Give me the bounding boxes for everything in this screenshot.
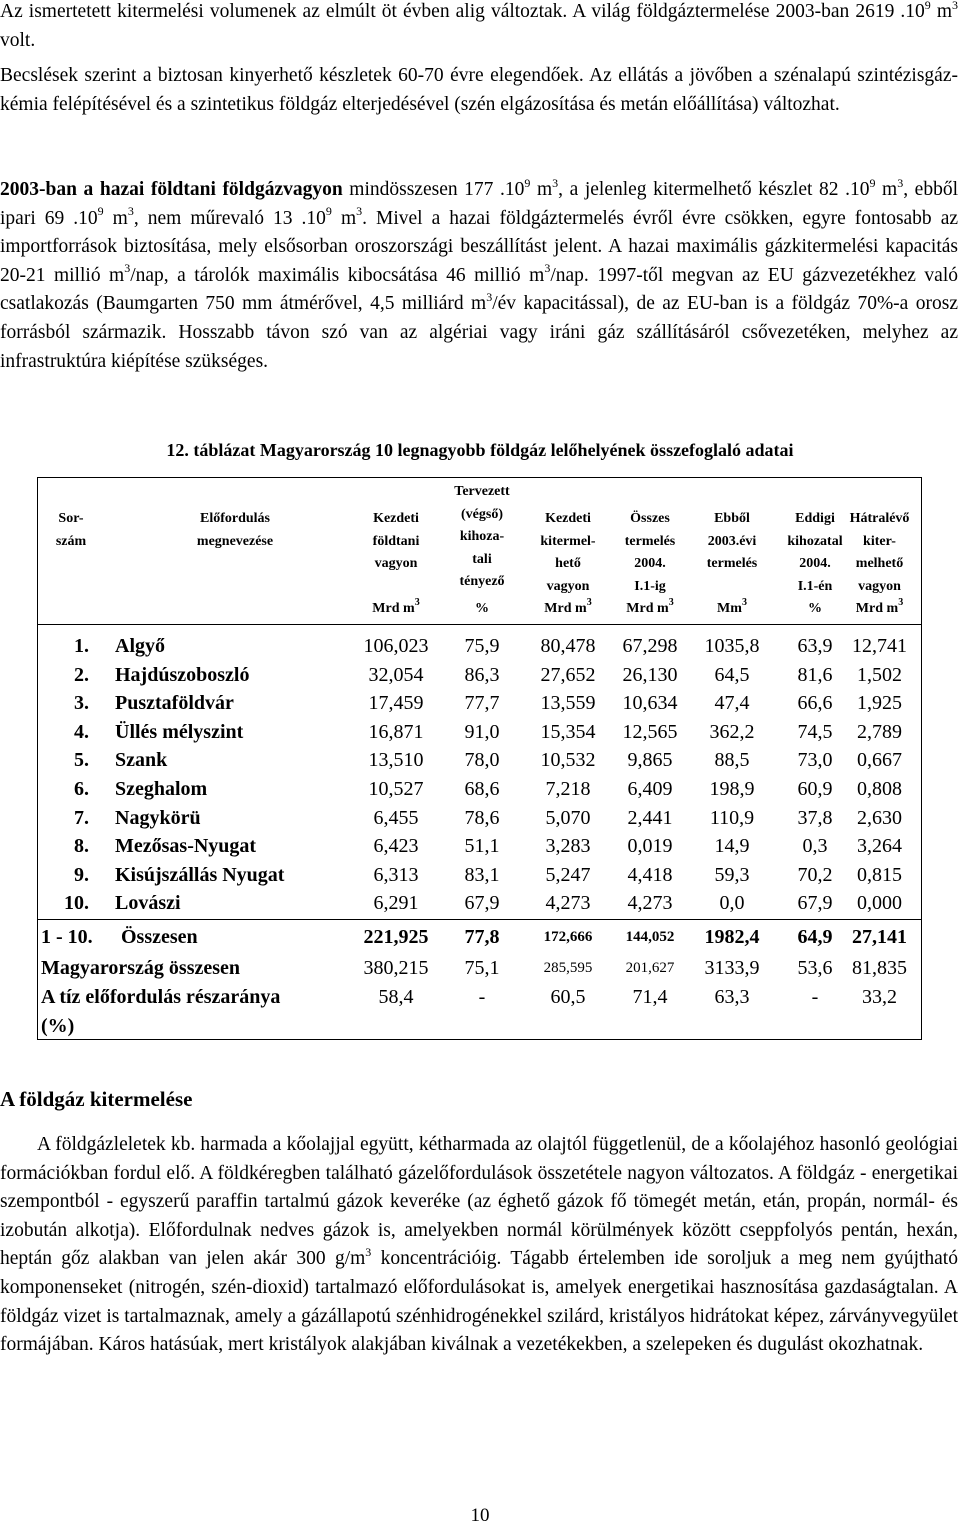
- table-cell: 6,291: [373, 892, 419, 915]
- table-cell: 17,459: [368, 692, 424, 715]
- header-sorszam: Sor- szám: [55, 511, 87, 549]
- field-name: Algyő: [115, 635, 165, 657]
- table-cell: 12,741: [852, 635, 907, 657]
- row-number: 5.: [74, 749, 89, 772]
- table-cell: 27,652: [540, 663, 596, 686]
- row-number: 9.: [74, 863, 89, 886]
- table-cell: 83,1: [464, 863, 500, 886]
- total-cell: 144,052: [625, 929, 675, 945]
- table-cell: 88,5: [714, 749, 750, 772]
- unit-label: Mrd $m^3$: [626, 597, 674, 616]
- table-cell: 106,023: [363, 635, 429, 657]
- unit-label: Mrd $m^3$: [544, 597, 592, 616]
- hungary-cell: 75,1: [464, 957, 500, 979]
- header-elofordulas: Előfordulás megnevezése: [196, 511, 274, 549]
- field-name: Üllés mélyszint: [115, 720, 244, 743]
- row-number: 1.: [74, 635, 89, 657]
- total-cell: 77,8: [464, 926, 500, 948]
- hungary-cell: 201,627: [625, 960, 675, 976]
- table-cell: 16,871: [368, 720, 424, 743]
- share-label: A tíz előfordulás részaránya: [41, 986, 281, 1008]
- field-name: Kisújszállás Nyugat: [115, 863, 285, 886]
- row-number: 4.: [74, 720, 89, 743]
- table-cell: 10,527: [368, 778, 424, 800]
- table-cell: 0,000: [857, 892, 902, 915]
- table-cell: 74,5: [797, 720, 833, 743]
- total-row-number: 1 - 10.: [41, 926, 93, 948]
- table-cell: 198,9: [709, 778, 755, 800]
- hungary-cell: 81,835: [852, 957, 907, 979]
- table-cell: 13,510: [368, 749, 424, 772]
- page-number: 10: [470, 1505, 490, 1526]
- table-cell: 14,9: [714, 835, 750, 858]
- field-name: Pusztaföldvár: [115, 692, 234, 715]
- table-cell: 2,441: [627, 806, 673, 829]
- table-cell: 110,9: [709, 806, 755, 829]
- table-cell: 0,667: [857, 749, 902, 772]
- table-cell: 91,0: [464, 720, 500, 743]
- unit-label: Mm$^3$: [717, 597, 747, 616]
- hungary-cell: 285,595: [543, 960, 593, 976]
- table-cell: 12,565: [622, 720, 678, 743]
- hungary-total-label: Magyarország összesen: [41, 957, 241, 979]
- table-cell: 15,354: [540, 720, 596, 743]
- table-cell: 63,9: [797, 635, 833, 657]
- table-cell: 3,264: [857, 835, 902, 858]
- table-cell: 78,6: [464, 806, 500, 829]
- table-cell: 32,054: [368, 663, 424, 686]
- header-kezdeti-foldtani: Kezdeti földtani vagyon: [372, 511, 420, 571]
- share-cell: 58,4: [378, 986, 414, 1008]
- table-cell: 67,9: [464, 892, 500, 915]
- header-tervezett: Tervezett (végső) kihoza- tali tényező: [454, 484, 510, 589]
- table-cell: 1,925: [857, 692, 902, 715]
- unit-label: Mrd $m^3$: [372, 597, 420, 616]
- table-cell: 5,070: [545, 806, 591, 829]
- row-number: 2.: [74, 663, 89, 686]
- total-cell: 1982,4: [704, 926, 760, 948]
- table-cell: 73,0: [797, 749, 833, 772]
- table-cell: 26,130: [622, 663, 678, 686]
- section-paragraph: A földgázleletek kb. harmada a kőolajjal együtt, kétharmada az olajtól függetlenül, de a kőolajéhoz hasonló geológiai formációkban fordul elő. A földkéregben található gázelőfordulások összetétele nagyon változatos. A földgáz - energetikai szempontból - egyszerű paraffin tartalmú gázok keveréke (az éghető gázok fő tömegét metán, etán, propán, normál- és izobután alkotja). Előfordulnak nedves gázok is, amelyekben normál körülmények között cseppfolyós pentán, hexán, heptán gőz alakban van jelen akár 300 $g/m^3$ koncentrációig. Tágabb értelemben ide soroljuk a meg nem gyújtható komponenseket (nitrogén, szén-dioxid) tartalmazó előfordulásokat is, amelyek energetikai hasznosítása gazdaságtalan. A földgáz vizet is tartalmaznak, amely a gázállapotú szénhidrogénekkel szilárd, kristályos hidrátokat képez, zárványvegyület formájában. Káros hatásúak, mert kristályok alakjában kiválnak a vezetékekben, a szelepeken és dugulást okozhatnak.: [0, 1134, 958, 1356]
- header-divider: [37, 624, 922, 625]
- table-cell: 6,455: [373, 806, 419, 829]
- header-eddigi: Eddigi kihozatal 2004. I.1-én: [787, 511, 843, 594]
- table-cell: 51,1: [464, 835, 500, 858]
- table-cell: 67,9: [797, 892, 833, 915]
- table-cell: 86,3: [464, 663, 500, 686]
- table-cell: 66,6: [797, 692, 833, 715]
- table-cell: 0,815: [857, 863, 902, 886]
- field-name: Szank: [115, 749, 168, 772]
- table-cell: 13,559: [540, 692, 596, 715]
- table-cell: 0,808: [857, 778, 902, 800]
- share-cell: 33,2: [862, 986, 897, 1008]
- total-cell: 172,666: [543, 929, 593, 945]
- row-number: 8.: [74, 835, 89, 858]
- table-cell: 47,4: [714, 692, 750, 715]
- share-cell: 71,4: [632, 986, 668, 1008]
- hungary-cell: 53,6: [797, 957, 833, 979]
- paragraph-2: Becslések szerint a biztosan kinyerhető készletek 60-70 évre elegendőek. Az ellátás a jövőben a szénalapú szintézisgáz-kémia felépítésével és a szintetikus földgáz elterjedésével (szén elgázosítása és metán előállítása) változhat.: [0, 65, 958, 115]
- table-cell: 6,313: [373, 863, 419, 886]
- hungary-cell: 3133,9: [704, 957, 760, 979]
- table-cell: 2,630: [857, 806, 902, 829]
- share-unit: (%): [41, 1015, 75, 1037]
- share-cell: 60,5: [550, 986, 586, 1008]
- table-caption: 12. táblázat Magyarország 10 legnagyobb földgáz lelőhelyének összefoglaló adatai: [166, 440, 794, 460]
- table-cell: 0,019: [627, 835, 673, 858]
- table-cell: 10,532: [540, 749, 596, 772]
- table-cell: 5,247: [545, 863, 591, 886]
- table-cell: 81,6: [797, 663, 833, 686]
- row-number: 3.: [74, 692, 89, 715]
- gas-fields-table: [37, 477, 922, 1040]
- paragraph-1: Az ismertetett kitermelési volumenek az elmúlt öt évben alig változtak. A világ földgáztermelése 2003-ban 2619 $.10^9$ $m^3$ volt.: [0, 0, 958, 51]
- unit-label: Mrd $m^3$: [855, 597, 904, 616]
- table-cell: 362,2: [709, 720, 755, 743]
- field-name: Mezősas-Nyugat: [115, 835, 257, 858]
- total-cell: 64,9: [797, 926, 833, 948]
- header-kezdeti-kitermelheto: Kezdeti kitermel- hető vagyon: [540, 511, 596, 594]
- header-osszes-termeles: Összes termelés 2004. I.1-ig: [624, 511, 676, 594]
- field-name: Nagykörü: [115, 806, 201, 829]
- total-label: Összesen: [121, 926, 198, 948]
- table-cell: 0,0: [719, 892, 745, 915]
- table-cell: 75,9: [464, 635, 500, 657]
- field-name: Szeghalom: [115, 778, 208, 800]
- row-number: 10.: [64, 892, 89, 915]
- table-cell: 4,273: [627, 892, 673, 915]
- row-number: 6.: [74, 778, 89, 800]
- table-cell: 10,634: [622, 692, 678, 715]
- table-cell: 4,418: [627, 863, 673, 886]
- table-cell: 6,409: [627, 778, 673, 800]
- section-heading: A földgáz kitermelése: [0, 1087, 193, 1111]
- table-cell: 2,789: [857, 720, 902, 743]
- table-cell: 78,0: [464, 749, 500, 772]
- table-cell: 4,273: [545, 892, 591, 915]
- table-cell: 1,502: [857, 663, 902, 686]
- table-cell: 68,6: [464, 778, 500, 800]
- field-name: Lovászi: [115, 892, 181, 915]
- share-cell: -: [478, 986, 486, 1008]
- table-cell: 9,865: [627, 749, 673, 772]
- table-cell: 1035,8: [704, 635, 760, 657]
- table-cell: 70,2: [797, 863, 833, 886]
- header-ebbol: Ebből 2003.évi termelés: [706, 511, 758, 571]
- share-cell: -: [811, 986, 819, 1008]
- row-number: 7.: [74, 806, 89, 829]
- table-cell: 59,3: [714, 863, 750, 886]
- total-cell: 27,141: [852, 926, 907, 948]
- table-cell: 80,478: [540, 635, 596, 657]
- unit-label: %: [475, 601, 489, 616]
- paragraph-3: 2003-ban a hazai földtani földgázvagyon mindösszesen 177 $.10^9$ $m^3$, a jelenleg kitermelhető készlet 82 $.10^9$ $m^3$, ebből ipari 69 $.10^9$ $m^3$, nem műrevaló 13 $.10^9$ $m^3$. Mivel a hazai földgáztermelés évről évre csökken, egyre fontosabb az importforrások biztosítása, mely elsősorban oroszországi beszállítást jelent. A hazai maximális gázkitermelési kapacitás 20-21 millió $m^3$/nap, a tárolók maximális kibocsátása 46 millió $m^3$/nap. 1997-től megvan az EU gázvezetékhez való csatlakozás (Baumgarten 750 mm átmérővel, 4,5 milliárd $m^3/év$ kapacitással), de az EU-ban is a földgáz 70%-a orosz forrásból származik. Hosszabb távon szó van az algériai vagy iráni gáz szállításáról csővezetéken, melyhez az infrastruktúra kiépítése szükséges.: [0, 175, 959, 372]
- table-cell: 60,9: [797, 778, 833, 800]
- table-cell: 6,423: [373, 835, 419, 858]
- total-cell: 221,925: [363, 926, 429, 948]
- table-cell: 7,218: [545, 778, 591, 800]
- hungary-cell: 380,215: [363, 957, 429, 979]
- table-cell: 67,298: [622, 635, 678, 657]
- share-cell: 63,3: [714, 986, 750, 1008]
- unit-label: %: [808, 601, 822, 616]
- table-cell: 37,8: [797, 806, 833, 829]
- table-cell: 3,283: [545, 835, 591, 858]
- total-divider: [37, 919, 922, 920]
- table-cell: 77,7: [464, 692, 500, 715]
- header-hatralevo: Hátralévő kiter- melhető vagyon: [849, 511, 910, 594]
- table-cell: 0,3: [802, 835, 828, 858]
- table-cell: 64,5: [714, 663, 750, 686]
- field-name: Hajdúszoboszló: [115, 663, 250, 686]
